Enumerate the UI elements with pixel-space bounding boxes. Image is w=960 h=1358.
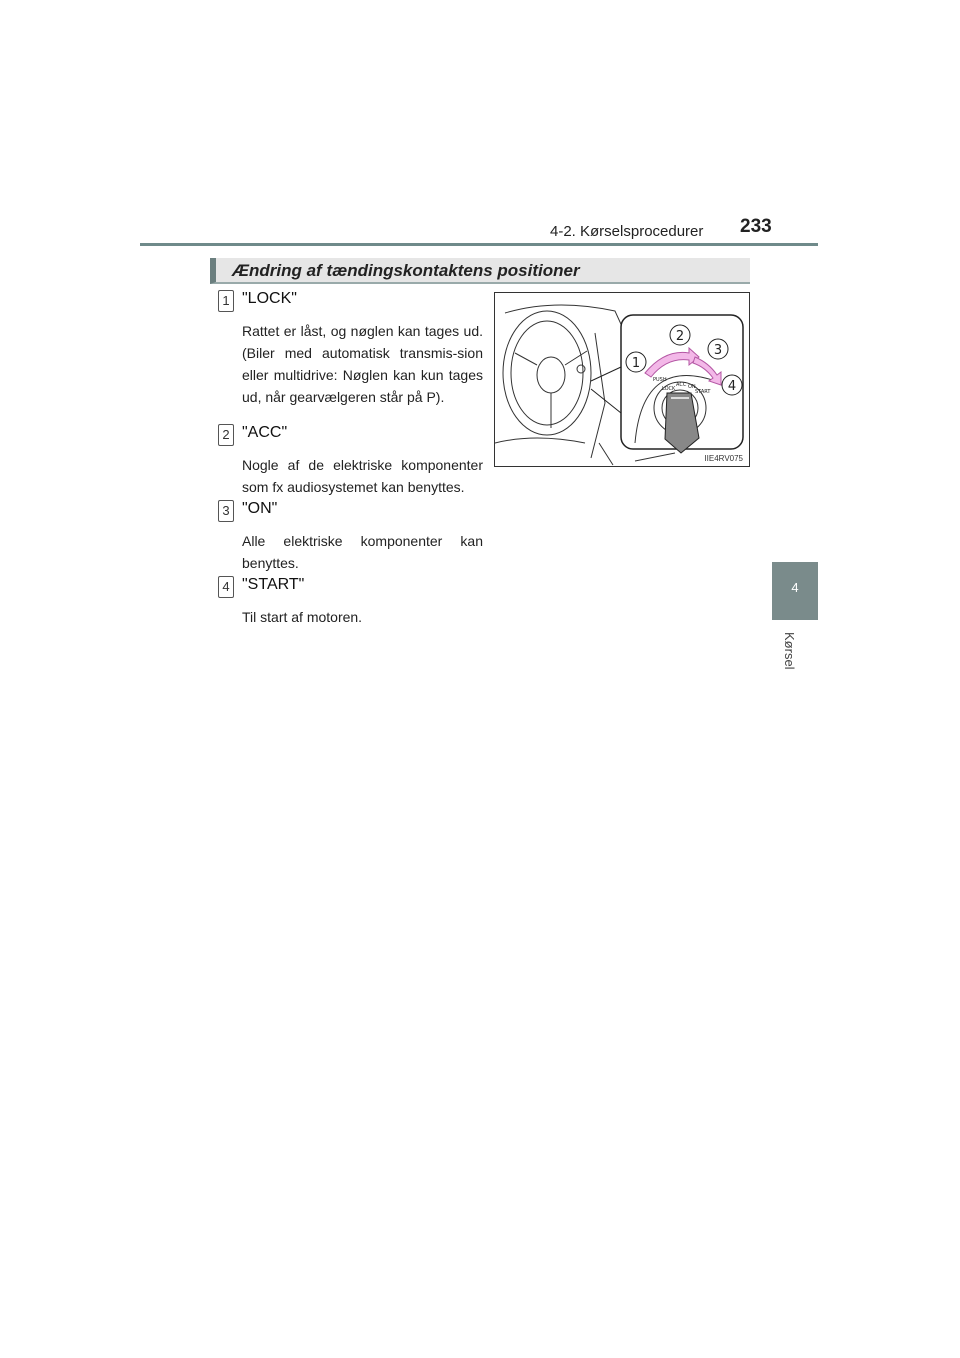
steering-wheel-outline [503, 311, 591, 435]
chapter-label-text: Kørsel [782, 632, 797, 670]
steering-wheel-inner [511, 321, 583, 425]
dial-push-label: PUSH [653, 377, 667, 383]
section-heading-text: Ændring af tændingskontaktens positioner [232, 261, 580, 280]
item-title: "LOCK" [242, 290, 297, 307]
dial-lock-label: LOCK [662, 386, 676, 392]
steering-spokes [515, 351, 587, 428]
steering-hub [537, 357, 565, 393]
item-title: "ACC" [242, 424, 288, 441]
item-title: "ON" [242, 500, 278, 517]
chapter-label [781, 632, 801, 712]
keyhole-small [577, 365, 585, 373]
item-number: 4 [218, 576, 234, 598]
item-description: Nogle af de elektriske komponenter som fx audiosystemet kan benyttes. [242, 457, 483, 495]
ignition-drawing [495, 293, 750, 467]
item-description: Rattet er låst, og nøglen kan tages ud. (Biler med automatisk transmis-sion eller multidrive: Nøglen kan kun tages ud, når gearvælgeren står på P). [242, 323, 483, 405]
item-number: 1 [218, 290, 234, 312]
callout-number-1: 1 [631, 356, 641, 371]
section-label: 4-2. Kørselsprocedurer [550, 223, 704, 240]
item-number: 2 [218, 424, 234, 446]
seat-line [495, 438, 585, 443]
callout-leader-top [591, 367, 621, 381]
callout-number-2: 2 [675, 329, 685, 344]
dashboard-line [505, 305, 625, 333]
ignition-illustration [494, 292, 750, 467]
callout-number-3: 3 [713, 343, 723, 358]
callout-number-4: 4 [727, 379, 737, 394]
dial-on-label: ON [688, 384, 696, 390]
column-line [591, 333, 605, 458]
header-rule [140, 243, 818, 246]
item-description: Til start af motoren. [242, 609, 363, 625]
figure-code: IIE4RV075 [704, 454, 743, 463]
item-number: 3 [218, 500, 234, 522]
item-title: "START" [242, 576, 305, 593]
chapter-tab[interactable]: 4 [772, 562, 818, 620]
section-heading [210, 258, 750, 284]
item-description: Alle elektriske komponenter kan benyttes. [242, 533, 483, 571]
page-number: 233 [740, 216, 772, 237]
dial-acc-label: ACC [676, 382, 687, 388]
callout-leader-bottom [591, 389, 621, 413]
dial-start-label: START [695, 389, 711, 395]
